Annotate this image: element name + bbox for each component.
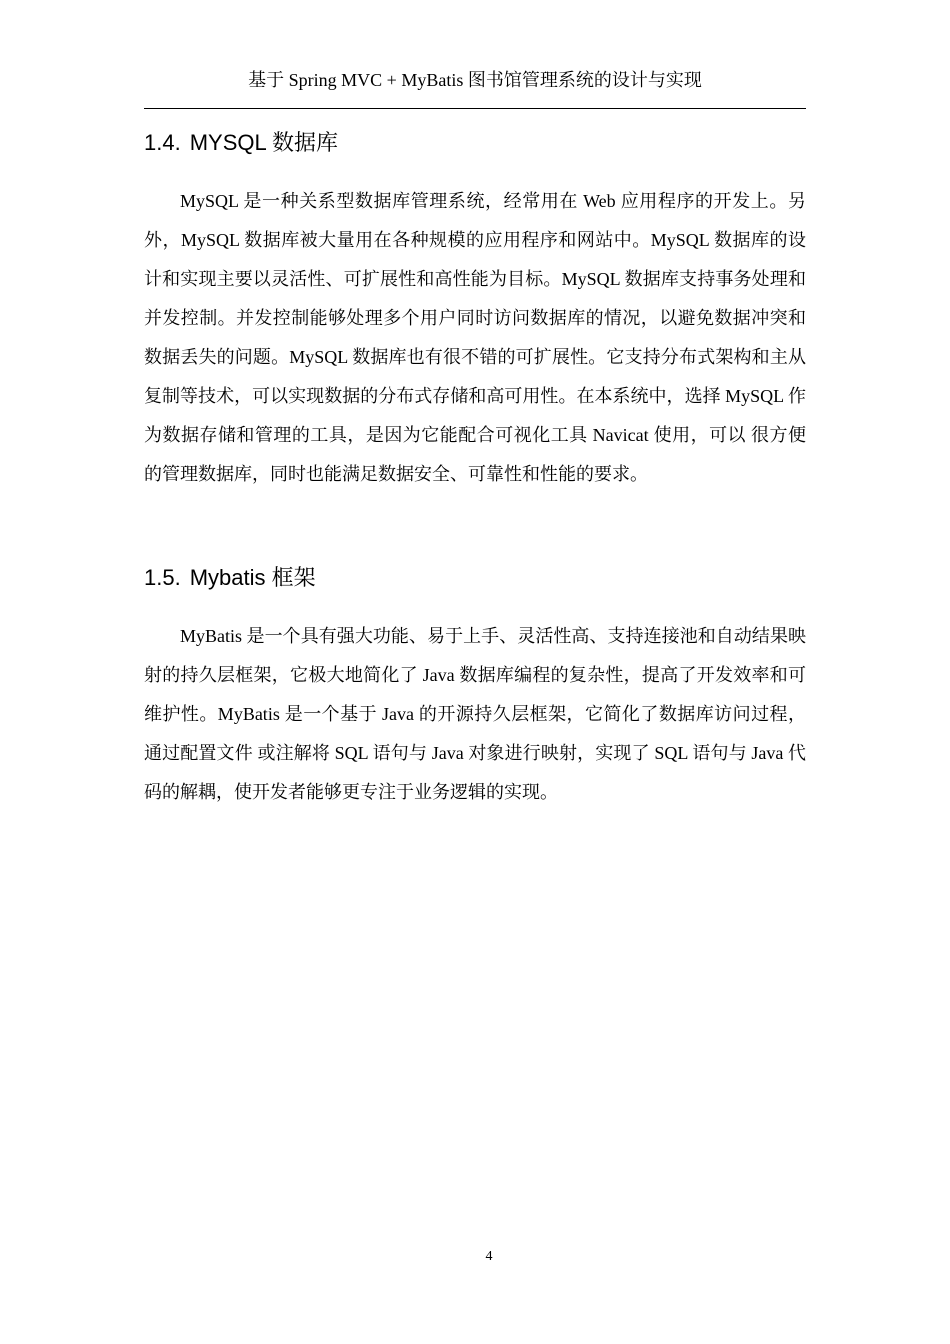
page-number: 4: [485, 1249, 493, 1264]
section-number: 1.5.: [144, 565, 181, 590]
section-title: Mybatis 框架: [189, 565, 316, 590]
running-header: 基于 Spring MVC + MyBatis 图书馆管理系统的设计与实现: [248, 70, 702, 90]
section-heading-mysql: [144, 128, 338, 158]
section-paragraph-mysql: MySQL 是一种关系型数据库管理系统，经常用在 Web 应用程序的开发上。另外，MySQL 数据库被大量用在各种规模的应用程序和网站中。MySQL 数据库的设计和实现主要以灵活性、可扩展性和高性能为目标。MySQL 数据库支持事务处理和并发控制。并发控制能够处理多个用户同时访问数据库的情况，以避免数据冲突和数据丢失的问题。MySQL 数据库也有很不错的可扩展性。它支持分布式架构和主从复制等技术，可以实现数据的分布式存储和高可用性。在本系统中，选择 MySQL 作为数据存储和管理的工具，是因为它能配合可视化工具 Navicat 使用，可以 很方便的管理数据库，同时也能满足数据安全、可靠性和性能的要求。: [144, 191, 806, 484]
section-title: MYSQL 数据库: [189, 130, 339, 155]
header-divider: [144, 108, 806, 109]
section-number: 1.4.: [144, 130, 181, 155]
section-paragraph-mybatis: MyBatis 是一个具有强大功能、易于上手、灵活性高、支持连接池和自动结果映射的持久层框架，它极大地简化了 Java 数据库编程的复杂性，提高了开发效率和可维护性。MyBatis 是一个基于 Java 的开源持久层框架，它简化了数据库访问过程，通过配置文件 或注解将 SQL 语句与 Java 对象进行映射，实现了 SQL 语句与 Java 代码的解耦，使开发者能够更专注于业务逻辑的实现。: [144, 626, 806, 802]
section-heading-mybatis: [144, 563, 316, 593]
